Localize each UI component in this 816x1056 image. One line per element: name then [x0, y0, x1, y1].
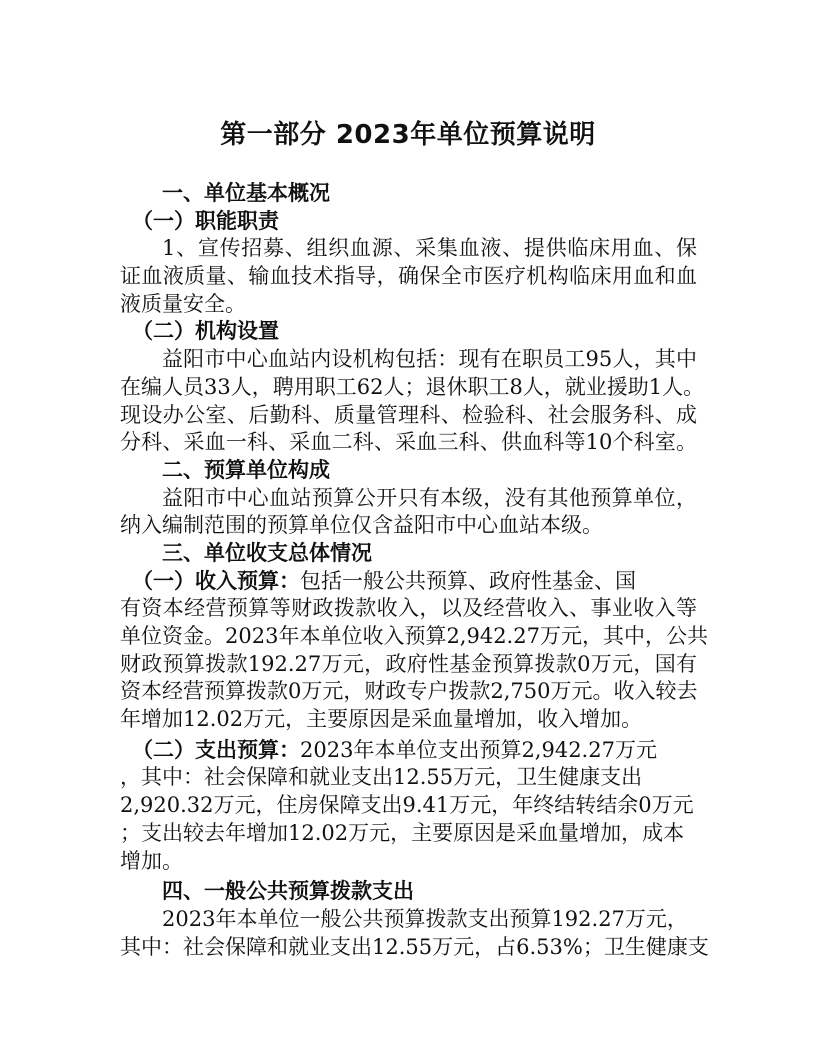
- paragraph-line: 1、宣传招募、组织血源、采集血液、提供临床用血、保: [162, 236, 697, 261]
- section-heading: 四、一般公共预算拨款支出: [162, 879, 414, 904]
- paragraph-line: 财政预算拨款192.27万元，政府性基金预算拨款0万元，国有: [120, 651, 697, 676]
- paragraph-line: 现设办公室、后勤科、质量管理科、检验科、社会服务科、成: [120, 402, 697, 427]
- paragraph-line: 2,920.32万元，住房保障支出9.41万元，年终结转结余0万元: [120, 793, 694, 818]
- paragraph-text: 包括一般公共预算、政府性基金、国: [300, 568, 636, 593]
- section-heading: 三、单位收支总体情况: [162, 540, 372, 565]
- paragraph-line: 证血液质量、输血技术指导，确保全市医疗机构临床用血和血: [120, 264, 697, 289]
- page-title: 第一部分 2023年单位预算说明: [220, 120, 596, 150]
- paragraph-line: 在编人员33人，聘用职工62人；退休职工8人，就业援助1人。: [120, 374, 705, 399]
- paragraph-line: 年增加12.02万元，主要原因是采血量增加，收入增加。: [120, 707, 643, 732]
- paragraph-text: 2023年本单位支出预算2,942.27万元: [300, 737, 657, 762]
- paragraph-line: [120, 568, 697, 596]
- section-heading: 二、预算单位构成: [162, 457, 330, 482]
- paragraph-line: 益阳市中心血站预算公开只有本级，没有其他预算单位，: [162, 485, 697, 510]
- inline-heading: （一）收入预算：: [132, 568, 300, 593]
- document-body: [120, 180, 709, 961]
- section-heading: 一、单位基本概况: [162, 181, 330, 205]
- paragraph-line: 纳入编制范围的预算单位仅含益阳市中心血站本级。: [120, 513, 603, 538]
- paragraph-line: 其中：社会保障和就业支出12.55万元，占6.53%；卫生健康支: [120, 934, 709, 959]
- paragraph-line: [120, 737, 697, 765]
- paragraph-line: 分科、采血一科、采血二科、采血三科、供血科等10个科室。: [120, 430, 697, 455]
- paragraph-line: 液质量安全。: [120, 291, 246, 316]
- paragraph-line: 2023年本单位一般公共预算拨款支出预算192.27万元，: [162, 906, 688, 931]
- paragraph-line: 有资本经营预算等财政拨款收入，以及经营收入、事业收入等: [120, 596, 697, 621]
- paragraph-line: 增加。: [120, 848, 183, 873]
- subsection-heading: （一）职能职责: [132, 208, 279, 233]
- paragraph-line: ，其中：社会保障和就业支出12.55万元，卫生健康支出: [120, 765, 643, 790]
- subsection-heading: （二）机构设置: [132, 319, 279, 344]
- paragraph-line: 资本经营预算拨款0万元，财政专户拨款2,750万元。收入较去: [120, 679, 698, 704]
- paragraph-line: 单位资金。2023年本单位收入预算2,942.27万元，其中，公共: [120, 624, 708, 648]
- paragraph-line: 益阳市中心血站内设机构包括：现有在职员工95人，其中: [162, 347, 697, 372]
- inline-heading: （二）支出预算：: [132, 737, 300, 762]
- paragraph-line: ；支出较去年增加12.02万元，主要原因是采血量增加，成本: [120, 820, 685, 845]
